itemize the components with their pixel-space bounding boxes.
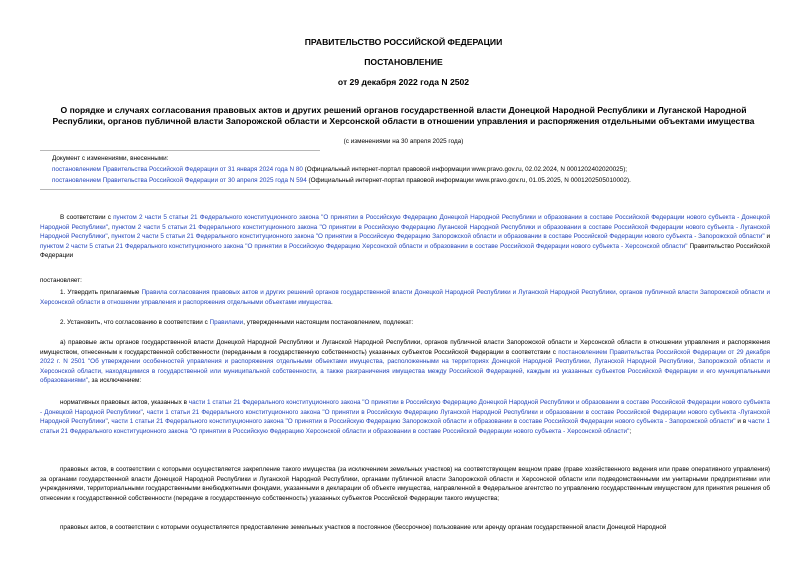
preamble-text: Правительство Российской Федерации bbox=[40, 242, 770, 259]
sub-item-a-paragraph bbox=[40, 338, 770, 386]
change-link-1[interactable]: постановлением Правительства Российской Федерации от 31 января 2024 года N 80 bbox=[52, 166, 303, 173]
sub-item-a-text: , за исключением: bbox=[87, 377, 142, 384]
item-1-paragraph bbox=[40, 288, 770, 307]
preamble-paragraph bbox=[40, 213, 770, 261]
rules-short-link[interactable]: Правилами bbox=[209, 319, 244, 326]
preamble-sep: и bbox=[764, 233, 771, 240]
item-1-text: . bbox=[331, 298, 333, 306]
preamble-sep: , bbox=[107, 233, 112, 240]
amendment-note: (с изменениями на 30 апреля 2025 года) bbox=[343, 138, 464, 145]
top-divider bbox=[40, 150, 320, 151]
changes-intro: Документ с изменениями, внесенными: bbox=[52, 155, 169, 162]
normative-acts-paragraph bbox=[40, 398, 770, 436]
preamble-link-kherson[interactable]: пунктом 2 части 5 статьи 21 Федерального конституционного закона "О принятии в Российскую Федерацию Херсонской области и образовании в составе Российской Федерации нового субъекта - Херсонской области" bbox=[40, 242, 688, 250]
preamble-link-donetsk[interactable]: пунктом 2 части 5 статьи 21 Федерального конституционного закона "О принятии в Российскую Федерацию Донецкой Народной Республики и образовании в составе Российской Федерации нового субъекта - Донецкой Народной Республики" bbox=[40, 214, 770, 231]
document-title-line-2: Республики, органов публичной власти Запорожской области и Херсонской области в отношении управления и распоряжения отдельными объектами имущества bbox=[52, 116, 755, 126]
preamble-sep: , bbox=[107, 223, 112, 231]
item-1-text: 1. Утвердить прилагаемые bbox=[60, 289, 142, 296]
preamble-link-zaporozhye[interactable]: пунктом 2 части 5 статьи 21 Федерального конституционного закона "О принятии в Российскую Федерацию Запорожской области и образовании в составе Российской Федерации нового субъекта - Запорожской области" bbox=[111, 233, 765, 240]
preamble-link-lugansk[interactable]: пунктом 2 части 5 статьи 21 Федерального конституционного закона "О принятии в Российскую Федерацию Луганской Народной Республики и образовании в составе Российской Федерации нового субъекта - Луганской Народной Республики" bbox=[40, 223, 770, 240]
government-heading: ПРАВИТЕЛЬСТВО РОССИЙСКОЙ ФЕДЕРАЦИИ bbox=[304, 37, 503, 47]
sub-item-a-text: а) правовые акты органов государственной власти Донецкой Народной Республики и Луганской Народной Республики, органов публичной власти Запорожской области и Херсонской области в отношении управления и распоряжения имуществом, отнесенным к государственной собственности (переданным в государственную собственность) указанных субъектов Российской Федерации в соответствии с bbox=[40, 339, 770, 356]
item-2-text: 2. Установить, что согласованию в соответствии с bbox=[60, 319, 210, 326]
preamble-text: В соответствии с bbox=[60, 214, 114, 221]
document-type-heading: ПОСТАНОВЛЕНИЕ bbox=[364, 57, 443, 67]
bottom-divider bbox=[40, 189, 320, 190]
change-publication-1: (Официальный интернет-портал правовой информации www.pravo.gov.ru, 02.02.2024, N 0001202402020025); bbox=[302, 166, 628, 173]
normative-sep: и в bbox=[735, 418, 749, 425]
normative-link-lugansk[interactable]: части 1 статьи 21 Федерального конституционного закона "О принятии в Российскую Федерацию Луганской Народной Республики и образовании в составе Российской Федерации нового субъекта -Луганской Народной Республики" bbox=[40, 408, 770, 425]
legal-acts-paragraph-1: правовых актов, в соответствии с которыми осуществляется закрепление такого имущества (за исключением земельных участков) на соответствующем вещном праве (праве хозяйственного ведения или праве оперативного управления) за органами государственной власти Донецкой Народной Республики и Луганской Народной Республики, органами публичной власти Запорожской области и Херсонской области или подведомственными им унитарными предприятиями или учреждениями, территориальными государственными внебюджетными фондами, указанными в декларации об объекте имущества, направленной в Федеральное агентство по управлению государственным имуществом для принятия решения об отнесении к государственной собственности (передаче в государственную собственность) указанных субъектов Российской Федерации такого имущества; bbox=[40, 466, 770, 502]
normative-link-donetsk[interactable]: части 1 статьи 21 Федерального конституционного закона "О принятии в Российскую Федерацию Донецкой Народной Республики и образовании в составе Российской Федерации нового субъекта - Донецкой Народной Республики" bbox=[40, 399, 770, 416]
change-entry-2 bbox=[52, 176, 631, 185]
document-title-line-1: О порядке и случаях согласования правовых актов и других решений органов государственной власти Донецкой Народной Республики и Луганской Народной bbox=[60, 105, 747, 115]
legal-acts-paragraph-2: правовых актов, в соответствии с которыми осуществляется предоставление земельных участков в постоянное (бессрочное) пользование или аренду органам государственной власти Донецкой Народной bbox=[60, 524, 667, 531]
resolves-word: постановляет: bbox=[40, 277, 82, 284]
document-date-number: от 29 декабря 2022 года N 2502 bbox=[337, 77, 470, 87]
change-link-2[interactable]: постановлением Правительства Российской Федерации от 30 апреля 2025 года N 594 bbox=[52, 177, 307, 184]
normative-text: нормативных правовых актов, указанных в bbox=[60, 399, 189, 406]
rules-link[interactable]: Правила согласования правовых актов и других решений органов государственной власти Донецкой Народной Республики и Луганской Народной Республики, органов публичной власти Запорожской области и Херсонской области в отношении управления и распоряжения отдельными объектами имущества bbox=[40, 289, 770, 306]
change-publication-2: (Официальный интернет-портал правовой информации www.pravo.gov.ru, 01.05.2025, N 0001202505010002). bbox=[306, 177, 631, 184]
normative-sep: , bbox=[142, 408, 147, 416]
resolution-2501-link[interactable]: постановлением Правительства Российской Федерации от 29 декабря 2022 г. N 2501 "Об утверждении особенностей управления и распоряжения отдельными объектами имущества, расположенными на территориях Донецкой Народной Республики, Луганской Народной Республики, Запорожской области и Херсонской области, находящимися в государственной или муниципальной собственности, а также разграничения имущества между Российской Федерацией, каждым из указанных субъектов Российской Федерации и его муниципальными образованиями" bbox=[40, 348, 770, 384]
item-2-paragraph bbox=[40, 318, 770, 328]
item-2-text: , утвержденными настоящим постановлением, подлежат: bbox=[243, 319, 414, 326]
normative-text: ; bbox=[629, 427, 632, 435]
normative-sep: , bbox=[107, 418, 112, 425]
normative-link-kherson[interactable]: части 1 статьи 21 Федерального конституционного закона "О принятии в Российскую Федерацию Херсонской области и образовании в составе Российской Федерации нового субъекта - Херсонской области" bbox=[40, 418, 771, 435]
normative-link-zaporozhye[interactable]: части 1 статьи 21 Федерального конституционного закона "О принятии в Российскую Федерацию Запорожской области и образовании в составе Российской Федерации нового субъекта - Запорожской области" bbox=[111, 418, 736, 425]
change-entry-1 bbox=[52, 165, 627, 174]
